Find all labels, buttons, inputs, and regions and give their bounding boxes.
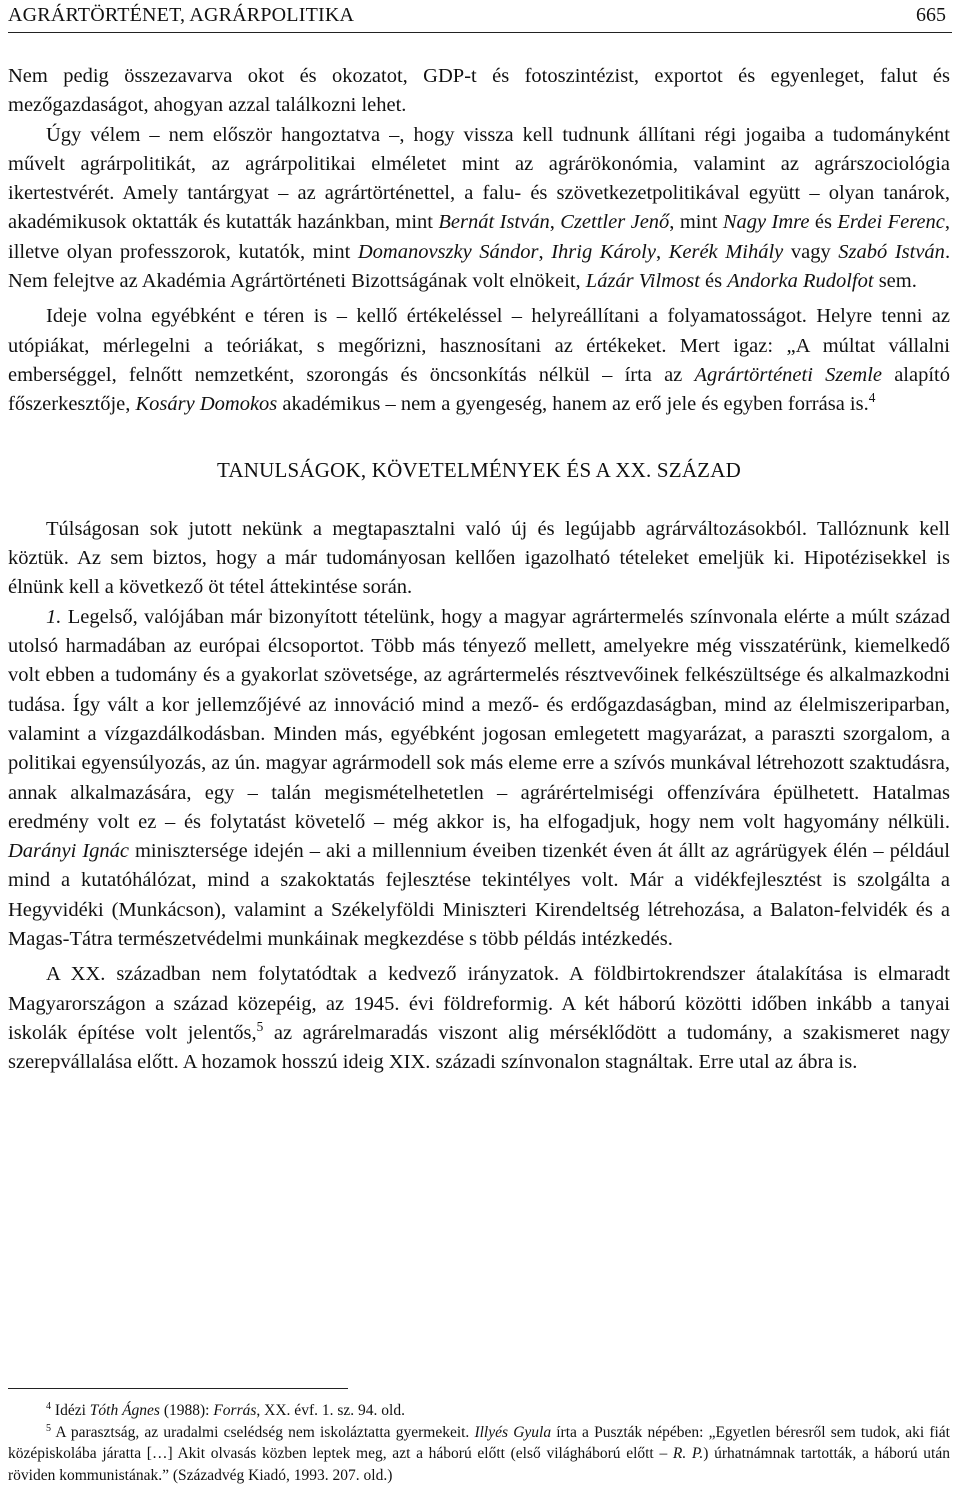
running-header [8,2,952,33]
footnote-number: 5 [46,1422,51,1433]
text-run: Úgy vélem – nem először hangoztatva –, hogy vissza kell tudnunk állítani régi jogaiba a tudományként művelt agrárpolitikát, az agrárpolitikai elméletet mint az agrárökonómia, valamint az agrárszociológia ikertestvérét. Amely tantárgyat – az agrártörténettel, a falu- és szövetkezetpolitikával együtt – olyan tanárok, akadémikusok oktatták és kutatták hazánkban, mint [8,124,950,234]
footnote-4 [8,1400,950,1422]
person-name: Erdei Ferenc [837,211,944,233]
section-heading: TANULSÁGOK, KÖVETELMÉNYEK ÉS A XX. SZÁZAD [8,456,950,485]
footnote-rule [8,1388,348,1389]
person-name: Nagy Imre [723,211,810,233]
text-run: Idézi [51,1402,90,1419]
text-run: az agrárelmaradás viszont alig mérséklődött a tudomány, a szakismeret nagy szerepvállalása előtt. A hozamok hosszú ideig XIX. századi színvonalon stagnáltak. Erre utal az ábra is. [8,1022,950,1073]
text-run: minisztersége idején – aki a millennium éveiben tizenkét éven át állt az agrárügyek élén – például mind a kutatóhálózat, mind a szakoktatás fejlesztése tekintélyes volt. Már a vidékfejlesztést is szolgálta a Hegyvidéki (Munkácson), valamint a Székelyföldi Miniszteri Kirendeltség létrehozása, a Balaton-felvidék és a Magas-Tátra természetvédelmi munkáinak megkezdése s több példás intézkedés. [8,840,950,950]
person-name: Bernát István [438,211,549,233]
journal-title: Agrártörténeti Szemle [694,364,882,386]
footnote-ref-5[interactable]: 5 [257,1019,264,1034]
footnote-ref-4[interactable]: 4 [869,390,876,405]
text-run: Legelső, valójában már bizonyított tételünk, hogy a magyar agrártermelés színvonala elérte a múlt század utolsó harmadában az európai élcsoportot. Több más tényező mellett, amelyekre még visszatérünk, kiemelkedő volt ebben a tudomány és a gyakorlat szövetsége, az agrártermelés résztvevőinek felkészültsége és alkalmazkodni tudása. Így vált a kor jellemzőjévé az innováció mind a mező- és erdőgazdaságban, mind az élelmiszeriparban, valamint a vízgazdálkodásban. Minden más, egyébként jogosan emlegetett magyarázat, a paraszti szorgalom, a politikai egyensúlyozás, az ún. magyar agrármodell sok más eleme erre a szívós munkával létrehozott szaktudásra, annak alkalmazására, egy – talán megismételhetetlen – agrárértelmiségi offenzívára épülhetett. Hatalmas eredmény volt ez – és folytatást követelő – még akkor is, ha elfogadjuk, hogy nem volt hagyomány nélküli. [8,606,950,833]
person-name: Kosáry Domokos [136,393,278,415]
person-name: Tóth Ágnes [90,1402,160,1419]
page-number: 665 [916,2,946,28]
author-initials: R. P. [673,1445,703,1462]
person-name: Illyés Gyula [474,1424,551,1441]
paragraph-5 [8,603,950,955]
paragraph-2 [8,121,950,297]
paragraph-3 [8,302,950,419]
person-name: Darányi Ignác [8,840,129,862]
thesis-number: 1. [46,606,61,628]
person-name: Kerék Mihály [669,241,784,263]
text-run: A parasztság, az uradalmi cselédség nem iskoláztatta gyermekeit. [51,1424,474,1441]
footnotes [8,1400,950,1486]
text-run: sem. [874,270,917,292]
text-run: Ideje volna egyébként e téren is – kellő értékeléssel – helyreállítani a folyamatosságot. Helyre tenni az utópiákat, mérlegelni a teóriákat, s megőrizni, hasznosítani az értékeket. Mert igaz: „A múltat vállalni emberséggel, felnőtt nemzetként, szorongás és öncsonkítás nélkül – írta az [8,305,950,386]
footnote-5 [8,1422,950,1486]
person-name: Andorka Rudolfot [727,270,873,292]
text-run: és [809,211,837,233]
main-text [8,62,950,1078]
text-run: akadémikus – nem a gyengeség, hanem az erő jele és egyben forrása is. [277,393,868,415]
paragraph-6 [8,960,950,1077]
person-name: Czettler Jenő [560,211,669,233]
text-run: írta a Puszták népében: „Egyetlen béresről sem tudok, aki fiát középiskolába járatta […] Akit olvasás közben leptek meg, azt a háború előtt (első világháború előtt – [8,1424,950,1463]
person-name: Domanovszky Sándor [358,241,539,263]
running-title: AGRÁRTÖRTÉNET, AGRÁRPOLITIKA [8,2,354,28]
text-run: , [656,241,669,263]
person-name: Ihrig Károly [551,241,656,263]
text-run: , mint [669,211,723,233]
text-run: . Nem felejtve az Akadémia Agrártörténeti Bizottságának volt elnökeit, [8,241,950,292]
person-name: Szabó István [838,241,945,263]
text-run: , XX. évf. 1. sz. 94. old. [256,1402,405,1419]
text-run: alapító főszerkesztője, [8,364,950,415]
text-run: A XX. században nem folytatódtak a kedvező irányzatok. A földbirtokrendszer átalakítása is elmaradt Magyarországon a század közepéig, az 1945. évi földreformig. A két háború közötti időben inkább a tanyai iskolák építése volt jelentős, [8,963,950,1044]
text-run: (1988): [160,1402,213,1419]
text-run: ) úrhatnámnak tartották, a háború után röviden kommunistának.” (Századvég Kiadó, 1993. 207. old.) [8,1445,950,1484]
person-name: Lázár Vilmost [586,270,700,292]
text-run: vagy [783,241,838,263]
text-run: , [550,211,561,233]
paragraph-1: Nem pedig összezavarva okot és okozatot, GDP-t és fotoszintézist, exportot és egyenleget, falut és mezőgazdaságot, ahogyan azzal találkozni lehet. [8,62,950,121]
footnote-number: 4 [46,1401,51,1412]
paragraph-4: Túlságosan sok jutott nekünk a megtapasztalni való új és legújabb agrárváltozásokból. Tallóznunk kell köztük. Az sem biztos, hogy a már tudományosan kellően igazolható tételeket emeljük ki. Hipotézisekkel is élnünk kell a következő öt tétel áttekintése során. [8,515,950,603]
journal-title: Forrás [213,1402,256,1419]
text-run: , [539,241,552,263]
text-run: , illetve olyan professzorok, kutatók, mint [8,211,950,262]
text-run: és [700,270,727,292]
